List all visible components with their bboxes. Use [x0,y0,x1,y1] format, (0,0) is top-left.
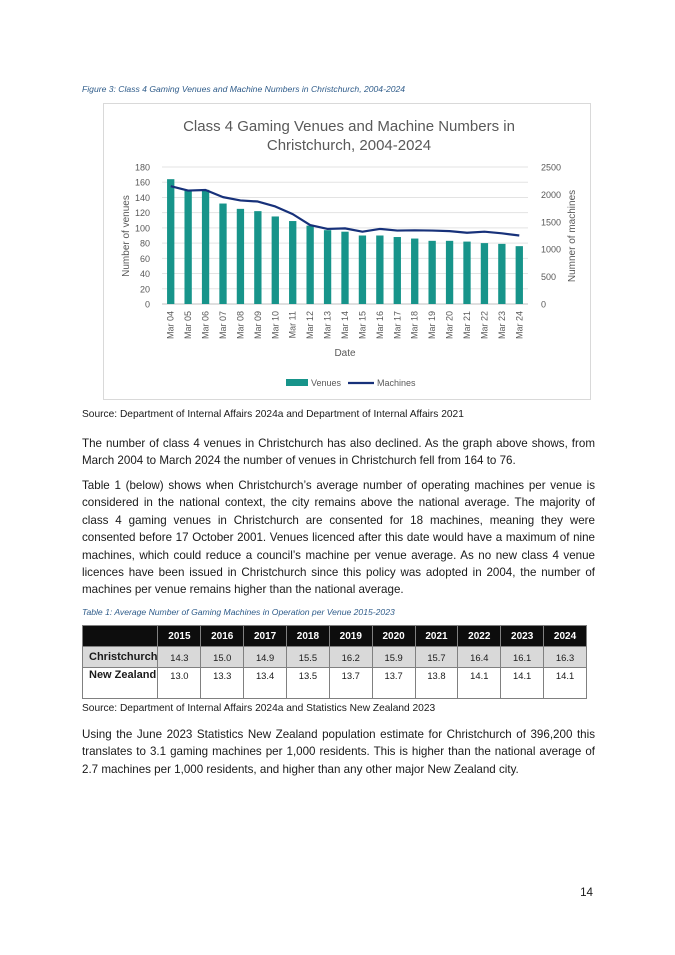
table-row-christchurch [83,647,587,668]
y-tick-label: 20 [139,284,150,295]
table-cell: 15.0 [201,647,244,668]
y2-tick-label: 0 [541,299,547,310]
venues-bar [341,232,348,304]
y-tick-label: 120 [134,208,150,219]
year-header: 2019 [329,626,372,647]
venues-bar [219,204,226,304]
chart-container [103,103,591,400]
table-cell: 13.8 [415,668,458,699]
venues-bar [254,211,261,304]
x-tick-label: Mar 12 [305,311,316,340]
venues-bar [202,190,209,304]
paragraph-3: Using the June 2023 Statistics New Zealand population estimate for Christchurch of 396,200 this translates to 3.1 gaming machines per 1,000 residents. This is higher than the national average of 2.7 machines per 1,000 residents, and higher than any other major New Zealand city. [82,728,595,776]
y2-tick-label: 2500 [541,162,562,173]
table-cell: 13.7 [329,668,372,699]
legend-swatch-venues [286,379,308,386]
venues-bar [272,216,279,304]
venues-bar [411,239,418,304]
x-tick-label: Mar 18 [409,311,420,340]
venues-bar [446,241,453,304]
x-tick-label: Mar 06 [200,311,211,340]
y2-axis-label: Numner of machines [567,189,578,283]
y-tick-label: 40 [139,269,150,280]
paragraph-2: Table 1 (below) shows when Christchurch’s average number of operating machines per venue is considered in the national context, the city remains above the national average. The majority of class 4 gaming venues in Christchurch are consented for 18 machines, meaning they were consented before 17 October 2001. Venues licenced after this date would have a maximum of nine machines, which could reduce a council’s machine per venue average. As no new class 4 venue licences have been issued in Christchurch since this policy was adopted in 2004, the number of machines per venue remains higher than the national average. [82,479,595,597]
y2-tick-label: 2000 [541,189,562,200]
x-tick-label: Mar 19 [427,311,438,340]
figure-caption: Figure 3: Class 4 Gaming Venues and Machine Numbers in Christchurch, 2004-2024 [82,84,406,94]
table-header-row [83,626,587,647]
year-header: 2016 [201,626,244,647]
x-tick-label: Mar 13 [322,311,333,340]
venues-bar [516,246,523,304]
venues-bar [463,242,470,304]
x-tick-label: Mar 10 [270,311,281,340]
machines-per-venue-table [82,625,587,699]
y-axis-label: Number of venues [121,195,132,277]
table-cell: 14.9 [244,647,287,668]
row-label: Christchurch [83,647,158,668]
venues-bar [394,237,401,304]
table-cell: 16.3 [544,647,587,668]
x-tick-label: Mar 14 [340,311,350,340]
legend-label-machines: Machines [377,378,416,388]
x-tick-label: Mar 11 [287,311,298,339]
x-tick-label: Mar 24 [514,311,525,340]
year-header: 2015 [158,626,201,647]
y2-tick-label: 500 [541,272,557,283]
venues-bar [428,241,435,304]
table-cell: 14.3 [158,647,201,668]
year-header: 2017 [244,626,287,647]
y-tick-label: 140 [134,192,150,203]
table-cell: 13.4 [244,668,287,699]
page-number: 14 [580,886,593,899]
year-header: 2023 [501,626,544,647]
year-header: 2018 [287,626,330,647]
table-cell: 15.7 [415,647,458,668]
figure-source: Source: Department of Internal Affairs 2024a and Department of Internal Affairs 2021 [82,409,464,420]
table-cell: 16.2 [329,647,372,668]
table-source: Source: Department of Internal Affairs 2024a and Statistics New Zealand 2023 [82,703,436,714]
venues-bar [167,179,174,304]
table-cell: 13.5 [287,668,330,699]
legend-label-venues: Venues [311,378,342,388]
table-cell: 13.3 [201,668,244,699]
y-tick-label: 0 [144,299,150,310]
table-cell: 16.4 [458,647,501,668]
y-tick-label: 180 [134,162,150,173]
x-tick-label: Mar 08 [235,311,246,340]
y2-tick-label: 1000 [541,244,562,255]
y2-tick-label: 1500 [541,217,562,228]
table-row-new-zealand [83,668,587,699]
venues-bar [184,191,191,304]
venues-bar [237,209,244,304]
venues-bar [481,243,488,304]
year-header: 2021 [415,626,458,647]
y-tick-label: 80 [139,238,150,249]
x-axis-label: Date [334,348,356,359]
x-tick-label: Mar 23 [496,311,507,340]
year-header: 2024 [544,626,587,647]
row-label: New Zealand [83,668,158,699]
x-tick-label: Mar 16 [374,311,385,340]
x-tick-label: Mar 17 [392,311,403,340]
table-cell: 13.0 [158,668,201,699]
chart-title-line-1: Class 4 Gaming Venues and Machine Numbers in [183,118,515,135]
venues-bar [359,236,366,305]
x-tick-label: Mar 15 [357,311,368,340]
table-caption: Table 1: Average Number of Gaming Machines in Operation per Venue 2015-2023 [82,607,395,617]
table-cell: 13.7 [372,668,415,699]
x-tick-label: Mar 07 [218,311,228,340]
year-header: 2020 [372,626,415,647]
chart-legend [286,378,416,388]
x-tick-label: Mar 20 [444,311,455,340]
venues-bar [306,226,313,304]
x-tick-label: Mar 09 [252,311,263,340]
table-cell: 16.1 [501,647,544,668]
table-cell: 14.1 [544,668,587,699]
year-header: 2022 [458,626,501,647]
paragraph-1: The number of class 4 venues in Christchurch has also declined. As the graph above shows, from March 2004 to March 2024 the number of venues in Christchurch fell from 164 to 76. [82,437,595,468]
y-tick-label: 60 [139,253,150,264]
y-tick-label: 160 [134,177,150,188]
venues-bar [289,221,296,304]
x-tick-label: Mar 05 [183,311,194,340]
chart-title-line-2: Christchurch, 2004-2024 [266,137,432,154]
venues-bar [376,236,383,305]
table-corner-cell [83,626,158,647]
x-tick-label: Mar 21 [462,311,472,340]
venues-bar [324,230,331,304]
table-cell: 15.9 [372,647,415,668]
chart-svg [104,104,590,399]
y-tick-label: 100 [134,223,150,234]
venues-bar [498,244,505,304]
x-tick-label: Mar 04 [165,311,176,340]
x-tick-label: Mar 22 [479,311,490,340]
table-cell: 14.1 [458,668,501,699]
table-cell: 14.1 [501,668,544,699]
table-cell: 15.5 [287,647,330,668]
